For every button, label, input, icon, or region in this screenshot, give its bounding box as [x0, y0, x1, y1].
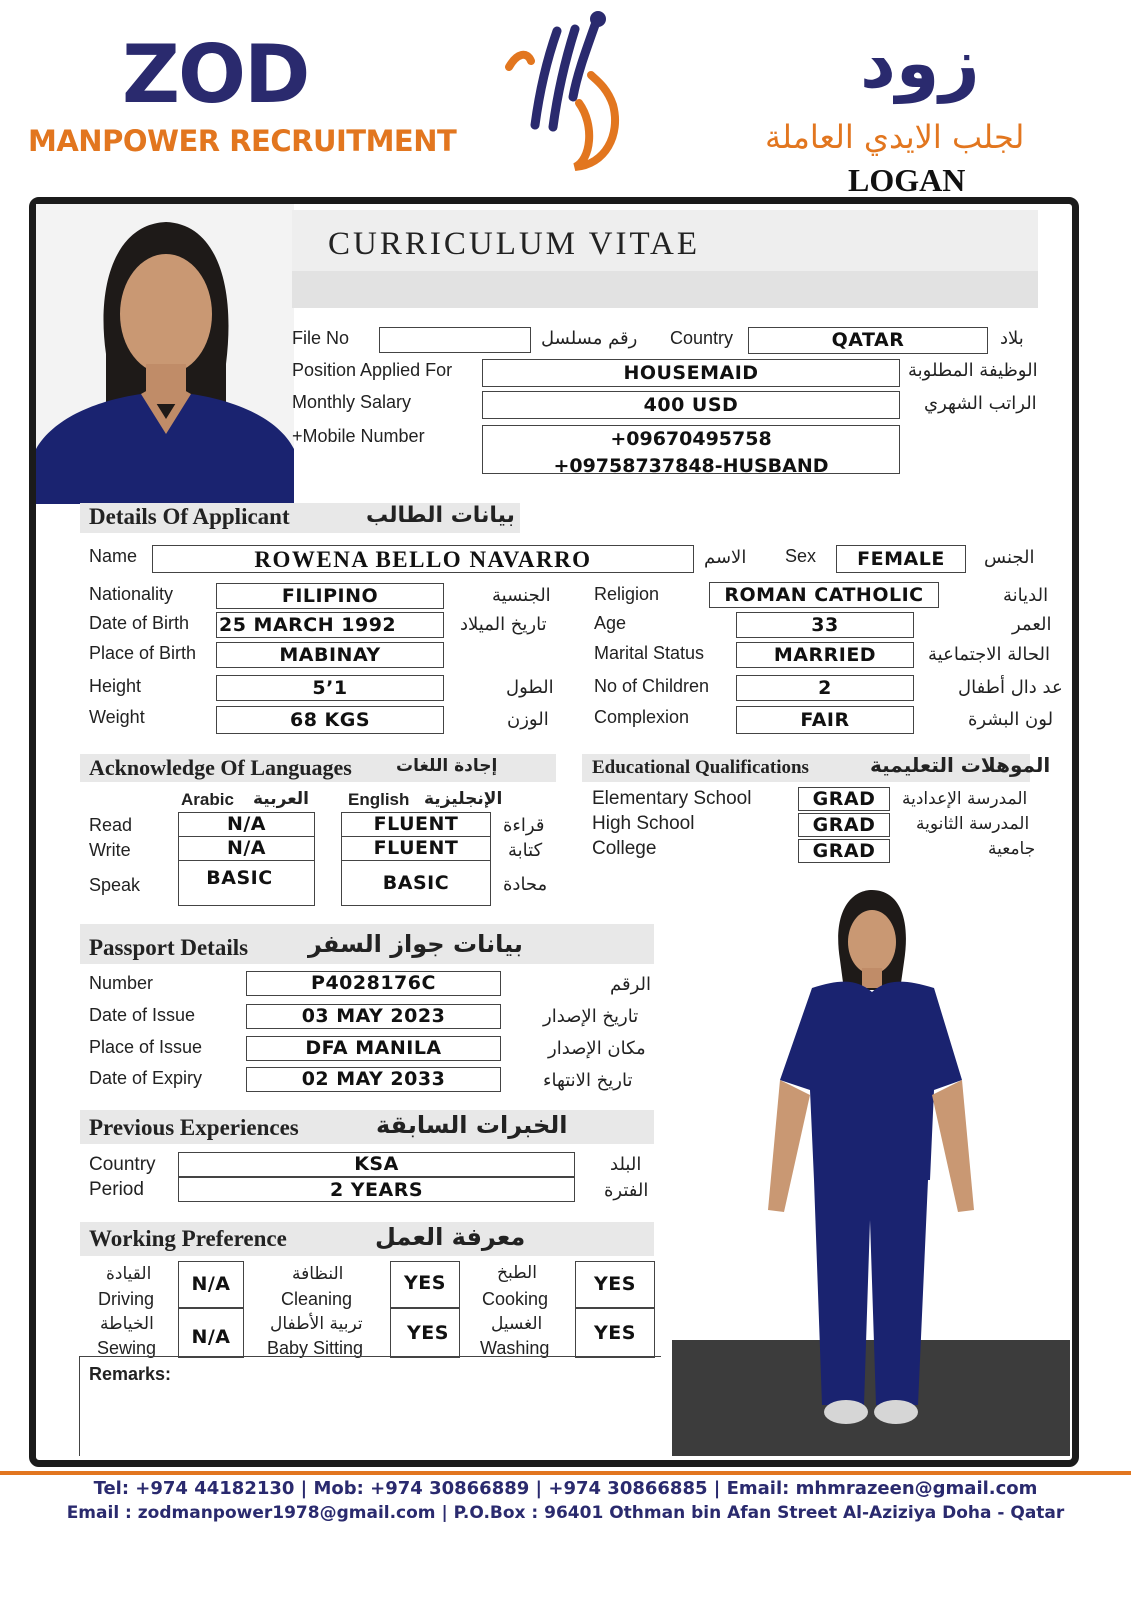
cv-title: CURRICULUM VITAE — [328, 226, 701, 262]
issue-date-ar: تاريخ الإصدار — [543, 1006, 639, 1027]
details-section-title: Details Of Applicant — [89, 504, 290, 529]
applicant-full-body-photo — [672, 880, 1070, 1456]
mobile-field — [482, 425, 900, 477]
speak-label: Speak — [89, 875, 141, 895]
exp-period-field: 2 YEARS — [178, 1177, 575, 1202]
issue-place-field: DFA MANILA — [246, 1036, 501, 1061]
religion-ar: الديانة — [1003, 585, 1049, 606]
footer-divider — [0, 1471, 1131, 1475]
pob-label: Place of Birth — [89, 643, 197, 663]
marital-ar: الحالة الاجتماعية — [928, 644, 1050, 665]
speak-english-field: BASIC — [341, 860, 491, 906]
write-ar: كتابة — [508, 840, 543, 861]
complexion-label: Complexion — [594, 707, 690, 727]
cooking-label: Cooking — [482, 1289, 549, 1309]
passport-number-label: Number — [89, 973, 154, 993]
height-field: 5’1 — [216, 675, 444, 701]
driving-ar: القيادة — [106, 1264, 152, 1284]
highschool-field: GRAD — [798, 813, 890, 837]
washing-field: YES — [575, 1308, 655, 1358]
speak-arabic-field: BASIC — [178, 860, 315, 906]
dob-label: Date of Birth — [89, 613, 190, 633]
college-ar: جامعية — [988, 839, 1036, 859]
children-label: No of Children — [594, 676, 710, 696]
passport-section-title-ar: بيانات جواز السفر — [308, 930, 523, 958]
preference-section-title: Working Preference — [89, 1226, 287, 1251]
speak-ar: محادة — [503, 874, 548, 895]
college-field: GRAD — [798, 839, 890, 863]
file-no-label: File No — [292, 328, 350, 348]
cleaning-field: YES — [390, 1261, 460, 1308]
salary-ar: الراتب الشهري — [924, 393, 1037, 414]
complexion-field: FAIR — [736, 706, 914, 734]
sex-field: FEMALE — [836, 545, 966, 573]
arabic-col-ar: العربية — [253, 789, 310, 809]
issue-place-label: Place of Issue — [89, 1037, 203, 1057]
read-label: Read — [89, 815, 133, 835]
issue-place-ar: مكان الإصدار — [548, 1038, 646, 1059]
babysitting-field: YES — [390, 1308, 460, 1358]
washing-label: Washing — [480, 1338, 550, 1358]
elementary-label: Elementary School — [592, 788, 752, 809]
nationality-ar: الجنسية — [492, 585, 551, 606]
experience-section-title-ar: الخبرات السابقة — [376, 1111, 568, 1139]
position-field: HOUSEMAID — [482, 359, 900, 387]
weight-ar: الوزن — [507, 709, 549, 730]
brand-logan-text: LOGAN — [848, 162, 966, 198]
religion-label: Religion — [594, 584, 660, 604]
college-label: College — [592, 838, 657, 859]
dob-ar: تاريخ الميلاد — [460, 614, 547, 635]
name-label: Name — [89, 546, 138, 566]
exp-country-ar: البلد — [610, 1154, 642, 1175]
name-ar: الاسم — [704, 547, 747, 568]
applicant-headshot-photo — [36, 204, 294, 504]
country-ar: بلاد — [1000, 328, 1024, 349]
pob-field: MABINAY — [216, 642, 444, 668]
cleaning-ar: النظافة — [292, 1264, 344, 1284]
write-arabic-field: N/A — [178, 836, 315, 861]
marital-label: Marital Status — [594, 643, 705, 663]
driving-label: Driving — [98, 1289, 155, 1309]
complexion-ar: لون البشرة — [968, 709, 1054, 730]
height-label: Height — [89, 676, 142, 696]
preference-section-title-ar: معرفة العمل — [375, 1223, 526, 1251]
experience-section-title: Previous Experiences — [89, 1115, 299, 1140]
position-ar: الوظيفة المطلوبة — [908, 360, 1038, 381]
sewing-label: Sewing — [97, 1338, 157, 1358]
passport-number-ar: الرقم — [610, 974, 652, 995]
expiry-date-ar: تاريخ الانتهاء — [543, 1070, 633, 1091]
cooking-ar: الطبخ — [497, 1263, 537, 1283]
brand-tagline: MANPOWER RECRUITMENT — [28, 124, 457, 158]
expiry-date-label: Date of Expiry — [89, 1068, 203, 1088]
file-no-ar: رقم مسلسل — [541, 328, 638, 349]
languages-section-title-ar: إجادة اللغات — [396, 756, 498, 776]
read-english-field: FLUENT — [341, 812, 491, 837]
sewing-field: N/A — [178, 1308, 244, 1358]
exp-period-ar: الفترة — [604, 1180, 649, 1201]
file-no-field — [379, 327, 531, 353]
sex-label: Sex — [785, 546, 817, 566]
passport-number-field: P4028176C — [246, 971, 501, 996]
exp-country-field: KSA — [178, 1152, 575, 1177]
weight-field: 68 KGS — [216, 706, 444, 734]
salary-field: 400 USD — [482, 391, 900, 419]
highschool-ar: المدرسة الثانوية — [916, 814, 1030, 834]
exp-country-label: Country — [89, 1154, 156, 1175]
name-field: ROWENA BELLO NAVARRO — [152, 545, 694, 573]
expiry-date-field: 02 MAY 2033 — [246, 1067, 501, 1092]
education-section-title-ar: الموهلات التعليمية — [870, 753, 1051, 777]
brand-arabic-tagline: لجلب الايدي العاملة — [765, 118, 1025, 156]
brand-arabic-name: زود — [860, 22, 980, 104]
country-field: QATAR — [748, 327, 988, 354]
babysitting-ar: تربية الأطفال — [270, 1314, 363, 1334]
mobile-label: +Mobile Number — [292, 426, 425, 446]
write-english-field: FLUENT — [341, 836, 491, 861]
cleaning-label: Cleaning — [281, 1289, 353, 1309]
mobile-number-2: +09758737848-HUSBAND — [553, 455, 829, 477]
read-ar: قراءة — [503, 815, 545, 836]
elementary-ar: المدرسة الإعدادية — [902, 789, 1028, 809]
elementary-field: GRAD — [798, 787, 890, 811]
remarks-label: Remarks: — [89, 1364, 172, 1384]
weight-label: Weight — [89, 707, 145, 727]
english-col-label: English — [348, 790, 410, 809]
position-label: Position Applied For — [292, 360, 453, 380]
driving-field: N/A — [178, 1261, 244, 1308]
children-field: 2 — [736, 675, 914, 701]
marital-field: MARRIED — [736, 642, 914, 668]
issue-date-field: 03 MAY 2023 — [246, 1004, 501, 1029]
sewing-ar: الخياطة — [100, 1314, 154, 1334]
footer-contact-line-1: Tel: +974 44182130 | Mob: +974 30866889 | +974 30866885 | Email: mhmrazeen@gmail.com — [93, 1478, 1038, 1499]
age-ar: العمر — [1012, 614, 1052, 635]
mobile-number-1: +09670495758 — [610, 428, 772, 450]
sex-ar: الجنس — [984, 547, 1035, 568]
age-label: Age — [594, 613, 627, 633]
children-ar: عد دال أطفال — [958, 677, 1063, 698]
arabic-col-label: Arabic — [181, 790, 234, 809]
exp-period-label: Period — [89, 1179, 144, 1200]
brand-logo-text: ZOD — [122, 28, 309, 121]
write-label: Write — [89, 840, 131, 860]
nationality-label: Nationality — [89, 584, 174, 604]
read-arabic-field: N/A — [178, 812, 315, 837]
salary-label: Monthly Salary — [292, 392, 412, 412]
education-section-title: Educational Qualifications — [592, 757, 809, 778]
country-label: Country — [670, 328, 734, 348]
height-ar: الطول — [506, 677, 554, 698]
english-col-ar: الإنجليزية — [424, 789, 503, 809]
washing-ar: الغسيل — [491, 1314, 543, 1334]
details-section-title-ar: بيانات الطالب — [366, 503, 515, 528]
brand-emblem-icon — [495, 5, 635, 175]
issue-date-label: Date of Issue — [89, 1005, 196, 1025]
footer-contact-line-2: Email : zodmanpower1978@gmail.com | P.O.Box : 96401 Othman bin Afan Street Al-Aziziya Doha - Qatar — [66, 1503, 1065, 1523]
languages-section-title: Acknowledge Of Languages — [89, 755, 352, 780]
dob-field: 25 MARCH 1992 — [216, 612, 444, 638]
babysitting-label: Baby Sitting — [267, 1338, 364, 1358]
passport-section-title: Passport Details — [89, 935, 249, 960]
age-field: 33 — [736, 612, 914, 638]
religion-field: ROMAN CATHOLIC — [709, 582, 939, 608]
highschool-label: High School — [592, 813, 695, 834]
nationality-field: FILIPINO — [216, 583, 444, 609]
cooking-field: YES — [575, 1261, 655, 1308]
